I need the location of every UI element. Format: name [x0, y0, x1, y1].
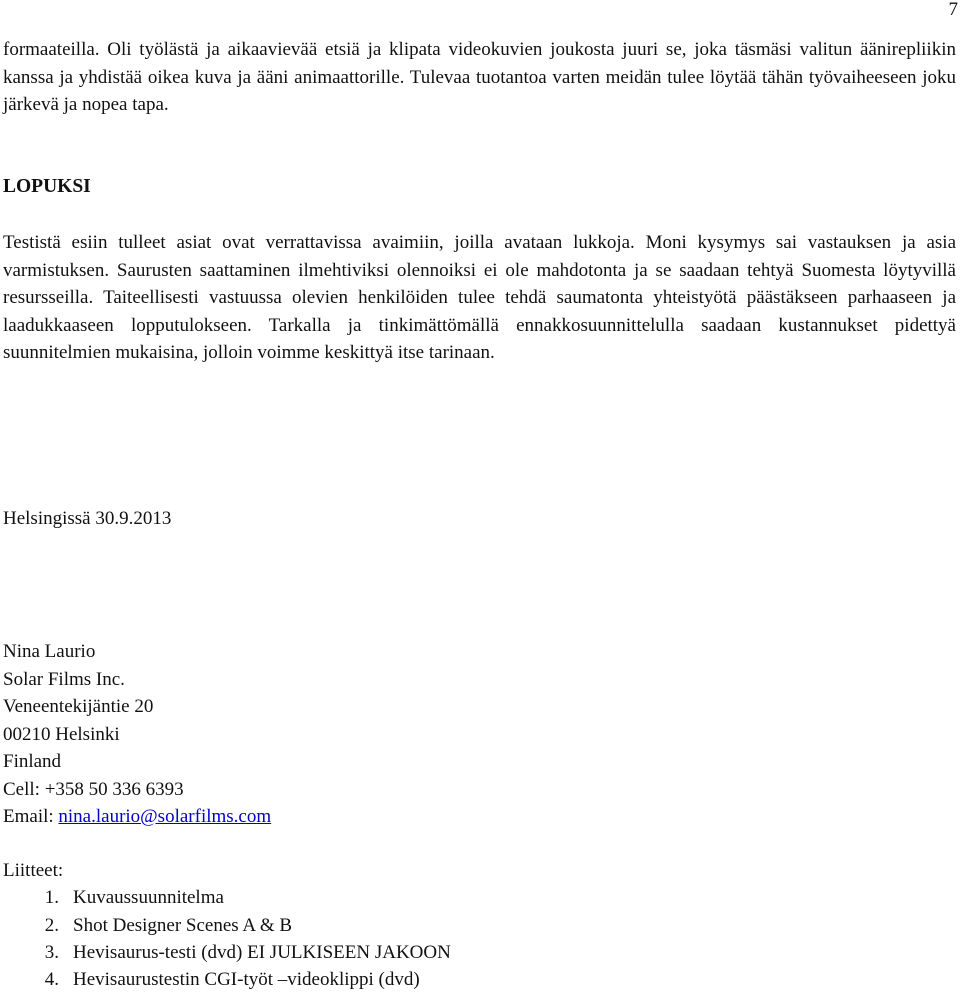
- signature-company: Solar Films Inc.: [3, 668, 125, 690]
- attachments-list: [3, 884, 451, 993]
- signature-email-line: [3, 803, 271, 831]
- signature-cell: Cell: +358 50 336 6393: [3, 778, 184, 800]
- attachment-label: Kuvaussuunnitelma: [73, 887, 224, 909]
- attachment-label: Hevisaurus-testi (dvd) EI JULKISEEN JAKOON: [73, 941, 451, 963]
- attachment-number: 1.: [44, 887, 59, 909]
- signature-name: Nina Laurio: [3, 641, 96, 662]
- attachment-label: Hevisaurustestin CGI-työt –videoklippi (dvd): [73, 969, 420, 991]
- attachments-title: Liitteet:: [3, 860, 64, 881]
- signature-block: [3, 638, 271, 831]
- attachment-label: Shot Designer Scenes A & B: [73, 914, 293, 936]
- attachment-number: 2.: [44, 914, 59, 936]
- signature-street: Veneentekijäntie 20: [3, 696, 154, 717]
- signature-country: Finland: [3, 751, 62, 772]
- email-link[interactable]: nina.laurio@solarfilms.com: [58, 806, 272, 827]
- section-heading: LOPUKSI: [3, 176, 91, 197]
- conclusion-paragraph: Testistä esiin tulleet asiat ovat verrattavissa avaimiin, joilla avataan lukkoja. Moni kysymys sai vastauksen ja asia varmistuksen. Saurusten saattaminen ilmehtiviksi olennoiksi ei ole mahdotonta ja se saadaan tehtyä Suomesta löytyvillä resursseilla. Taiteellisesti vastuussa olevien henkilöiden tulee tehdä saumatonta yhteistyötä päästäkseen parhaaseen ja laadukkaaseen lopputulokseen. Tarkalla ja tinkimättömällä ennakkosuunnittelulla saadaan kustannukset pidettyä suunnitelmien mukaisina, jolloin voimme keskittyä itse tarinaan.: [3, 232, 956, 363]
- attachment-item: [3, 884, 451, 911]
- page-number: 7: [948, 0, 958, 20]
- attachment-item: [3, 939, 451, 966]
- attachments-section: [3, 857, 451, 993]
- email-label: Email:: [3, 806, 59, 827]
- place-date: Helsingissä 30.9.2013: [3, 508, 172, 529]
- attachment-number: 3.: [44, 941, 59, 963]
- intro-paragraph: formaateilla. Oli työlästä ja aikaavievää etsiä ja klipata videokuvien joukosta juuri se, joka täsmäsi valitun äänirepliikin kanssa ja yhdistää oikea kuva ja ääni animaattorille. Tulevaa tuotantoa varten meidän tulee löytää tähän työvaiheeseen joku järkevä ja nopea tapa.: [3, 39, 956, 115]
- signature-postal: 00210 Helsinki: [3, 723, 120, 745]
- attachment-number: 4.: [44, 969, 59, 991]
- attachment-item: [3, 912, 451, 939]
- attachment-item: [3, 966, 451, 993]
